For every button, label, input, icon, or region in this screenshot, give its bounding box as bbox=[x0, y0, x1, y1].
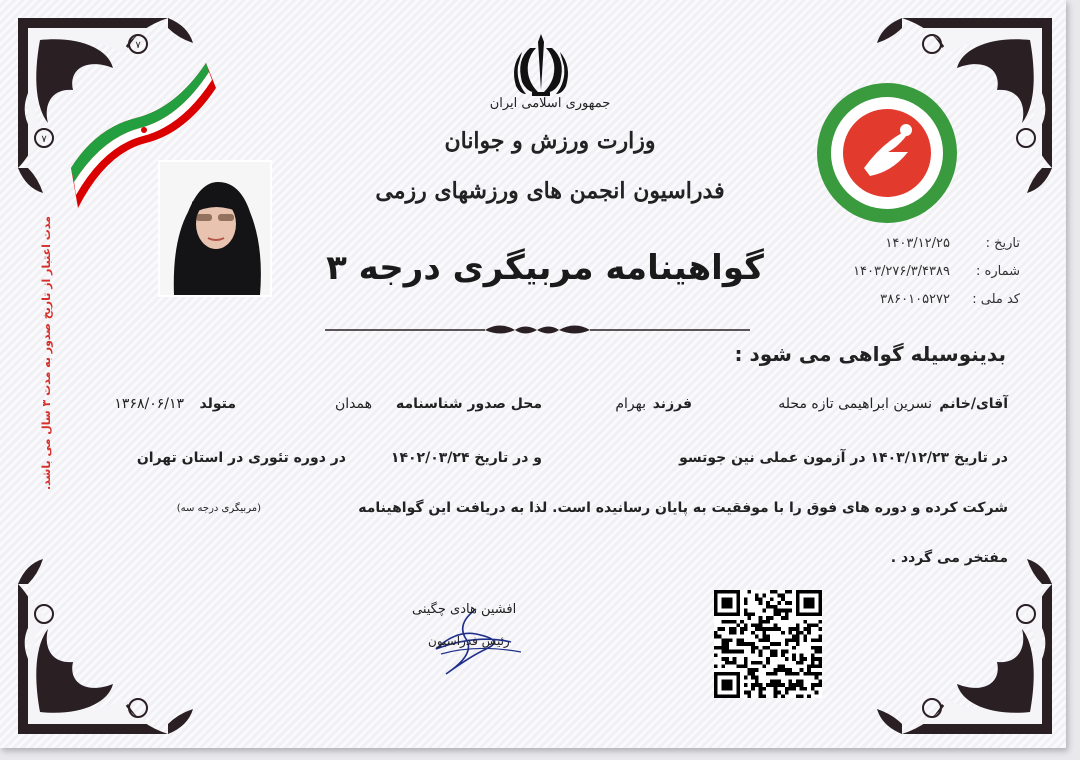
header-country: جمهوری اسلامی ایران bbox=[489, 96, 611, 111]
theory-course: در دوره تئوری در استان تهران bbox=[136, 450, 346, 466]
completion-statement: شرکت کرده و دوره های فوق را با موفقیت به پایان رسانیده است. لذا به دریافت این گواهینامه bbox=[358, 500, 1008, 516]
birth-date-value: ۱۳۶۸/۰۶/۱۳ bbox=[114, 396, 184, 412]
holder-photo bbox=[158, 160, 272, 297]
svg-text:۷: ۷ bbox=[41, 134, 47, 145]
conclusion: مفتخر می گردد . bbox=[890, 550, 1008, 566]
signatory-name: افشین هادی چگینی bbox=[412, 602, 517, 617]
theory-date: و در تاریخ ۱۴۰۲/۰۳/۲۴ bbox=[390, 450, 542, 466]
practical-exam-line: در تاریخ ۱۴۰۳/۱۲/۲۳ در آزمون عملی نین جوتسو bbox=[679, 450, 1008, 466]
title-divider bbox=[325, 322, 750, 336]
father-name: بهرام bbox=[615, 396, 646, 412]
meta-number-value: ۱۴۰۳/۲۷۶/۳/۴۳۸۹ bbox=[853, 264, 950, 279]
holder-title: آقای/خانم bbox=[939, 396, 1008, 412]
birth-date-label: متولد bbox=[199, 396, 236, 412]
signatory-role: رئیس فدراسیون bbox=[428, 634, 510, 648]
corner-ornament-bottom-right bbox=[862, 544, 1052, 734]
meta-number-row bbox=[815, 264, 1020, 286]
meta-number-label: شماره : bbox=[976, 264, 1020, 279]
federation-logo bbox=[814, 80, 960, 226]
meta-date-label: تاریخ : bbox=[985, 236, 1020, 251]
birth-place-value: همدان bbox=[335, 396, 372, 412]
father-label: فرزند bbox=[652, 396, 692, 412]
certification-intro: بدینوسیله گواهی می شود : bbox=[734, 342, 1006, 366]
meta-date-value: ۱۴۰۳/۱۲/۲۵ bbox=[885, 236, 950, 251]
iran-emblem-icon bbox=[508, 30, 574, 100]
meta-date-row bbox=[815, 236, 1020, 258]
header-federation: فدراسیون انجمن های ورزشهای رزمی bbox=[375, 178, 725, 204]
meta-national-code-row bbox=[815, 292, 1020, 314]
certificate-grade-note: (مربیگری درجه سه) bbox=[176, 503, 261, 514]
birth-place-label: محل صدور شناسنامه bbox=[395, 396, 542, 412]
meta-national-code-value: ۳۸۶۰۱۰۵۲۷۲ bbox=[880, 292, 950, 307]
holder-name: نسرین ابراهیمی تازه محله bbox=[778, 396, 932, 412]
qr-code[interactable] bbox=[714, 590, 822, 698]
svg-text:۷: ۷ bbox=[135, 40, 141, 51]
corner-ornament-bottom-left bbox=[18, 544, 208, 734]
certificate-title: گواهینامه مربیگری درجه ۳ bbox=[326, 248, 764, 288]
validity-note: مدت اعتبار از تاریخ صدور به مدت ۳ سال می باشد. bbox=[40, 216, 53, 490]
header-ministry: وزارت ورزش و جوانان bbox=[444, 128, 656, 154]
meta-national-code-label: کد ملی : bbox=[972, 292, 1020, 307]
